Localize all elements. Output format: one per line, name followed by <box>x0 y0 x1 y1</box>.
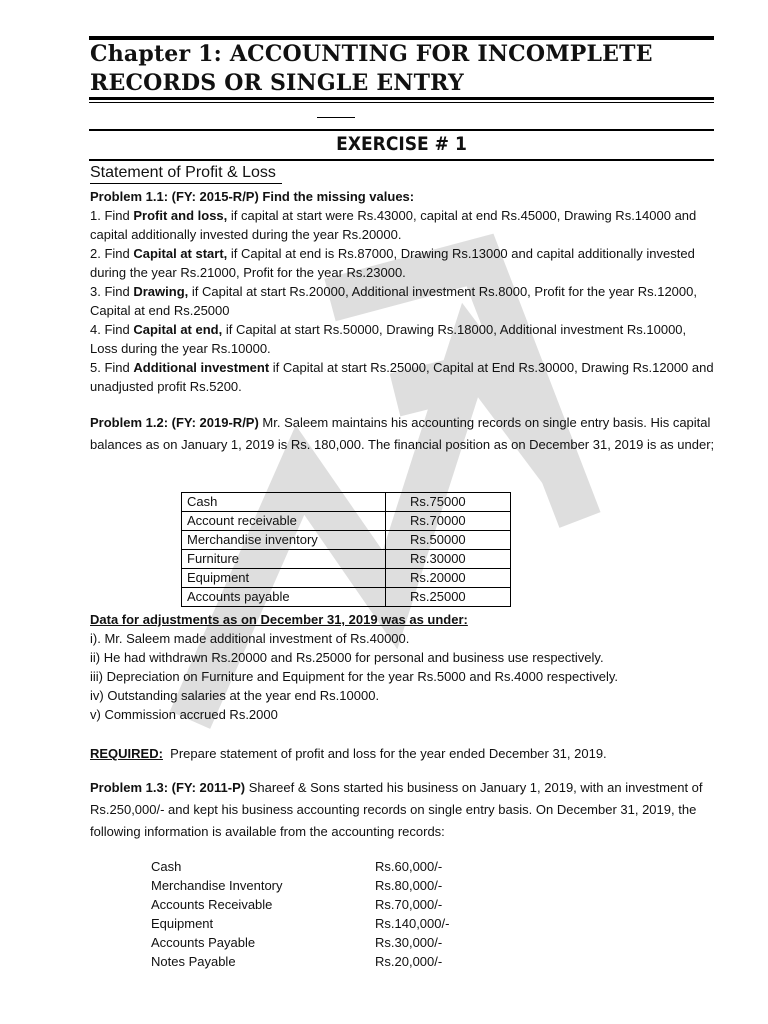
section-title-underline <box>90 183 282 184</box>
adjustments-heading: Data for adjustments as on December 31, 2019 was as under: <box>90 612 468 627</box>
table-row: Account receivable Rs.70000 <box>182 512 511 531</box>
table-row: Equipment Rs.20000 <box>182 569 511 588</box>
exercise-rule-top <box>89 129 714 131</box>
table-row: Accounts payable Rs.25000 <box>182 588 511 607</box>
problem-1-3-list <box>151 857 449 971</box>
adjustment-item: v) Commission accrued Rs.2000 <box>90 707 278 722</box>
adjustment-item: ii) He had withdrawn Rs.20000 and Rs.25000 for personal and business use respectively. <box>90 650 604 665</box>
adjustment-item: iv) Outstanding salaries at the year end Rs.10000. <box>90 688 380 703</box>
problem-1-1-item: 5. Find Additional investment if Capital at start Rs.25000, Capital at End Rs.30000, Drawing Rs.12000 and unadjusted profit Rs.5200. <box>90 360 714 394</box>
required-text: Prepare statement of profit and loss for the year ended December 31, 2019. <box>162 746 607 761</box>
list-item: Notes Payable Rs.20,000/- <box>151 954 443 969</box>
problem-1-1-item: 1. Find Profit and loss, if capital at start were Rs.43000, capital at end Rs.45000, Drawing Rs.14000 and capital additionally invested during the year Rs.20000. <box>90 208 697 242</box>
problem-1-3-intro <box>90 777 715 843</box>
exercise-rule-bottom <box>89 159 714 161</box>
exercise-title: EXERCISE # 1 <box>336 133 467 155</box>
chapter-title: Chapter 1: ACCOUNTING FOR INCOMPLETE RECORDS OR SINGLE ENTRY <box>90 41 653 96</box>
list-item: Cash Rs.60,000/- <box>151 859 443 874</box>
table-row: Merchandise inventory Rs.50000 <box>182 531 511 550</box>
header-rule-thin <box>89 102 714 103</box>
problem-1-1-item: 4. Find Capital at end, if Capital at start Rs.50000, Drawing Rs.18000, Additional investment Rs.10000, Loss during the year Rs.10000. <box>90 322 687 356</box>
problem-1-3-text: Shareef & Sons started his business on January 1, 2019, with an investment of Rs.250,000/- and kept his business accounting records on single entry basis. On December 31, 2019, the following information is available from the accounting records: <box>90 780 703 839</box>
list-item: Accounts Payable Rs.30,000/- <box>151 935 443 950</box>
list-item: Merchandise Inventory Rs.80,000/- <box>151 878 443 893</box>
problem-1-2-heading: Problem 1.2: (FY: 2019-R/P) <box>90 415 259 430</box>
required-line <box>90 744 715 763</box>
problem-1-3-heading: Problem 1.3: (FY: 2011-P) <box>90 780 246 795</box>
list-item: Accounts Receivable Rs.70,000/- <box>151 897 443 912</box>
problem-1-1-heading: Problem 1.1: (FY: 2015-R/P) Find the missing values: <box>90 189 415 204</box>
table-row: Furniture Rs.30000 <box>182 550 511 569</box>
problem-1-1-item: 3. Find Drawing, if Capital at start Rs.20000, Additional investment Rs.8000, Profit for the year Rs.12000, Capital at end Rs.25000 <box>90 284 697 318</box>
section-title: Statement of Profit & Loss <box>90 164 276 181</box>
problem-1-2-intro <box>90 412 715 456</box>
table-row: Cash Rs.75000 <box>182 493 511 512</box>
header-rule-thick <box>89 97 714 100</box>
problem-1-1-item: 2. Find Capital at start, if Capital at end is Rs.87000, Drawing Rs.13000 and capital additionally invested during the year Rs.21000, Profit for the year Rs.23000. <box>90 246 695 280</box>
adjustment-item: i). Mr. Saleem made additional investment of Rs.40000. <box>90 631 410 646</box>
problem-1-2-text: Mr. Saleem maintains his accounting records on single entry basis. His capital balances as on January 1, 2019 is Rs. 180,000. The financial position as on December 31, 2019 is as under; <box>90 415 715 452</box>
short-divider <box>317 117 355 118</box>
required-label: REQUIRED: <box>90 746 163 761</box>
adjustment-item: iii) Depreciation on Furniture and Equipment for the year Rs.5000 and Rs.4000 respectively. <box>90 669 618 684</box>
adjustments-block <box>90 610 715 724</box>
problem-1-1 <box>90 187 715 396</box>
financial-position-table <box>181 492 511 607</box>
list-item: Equipment Rs.140,000/- <box>151 916 450 931</box>
